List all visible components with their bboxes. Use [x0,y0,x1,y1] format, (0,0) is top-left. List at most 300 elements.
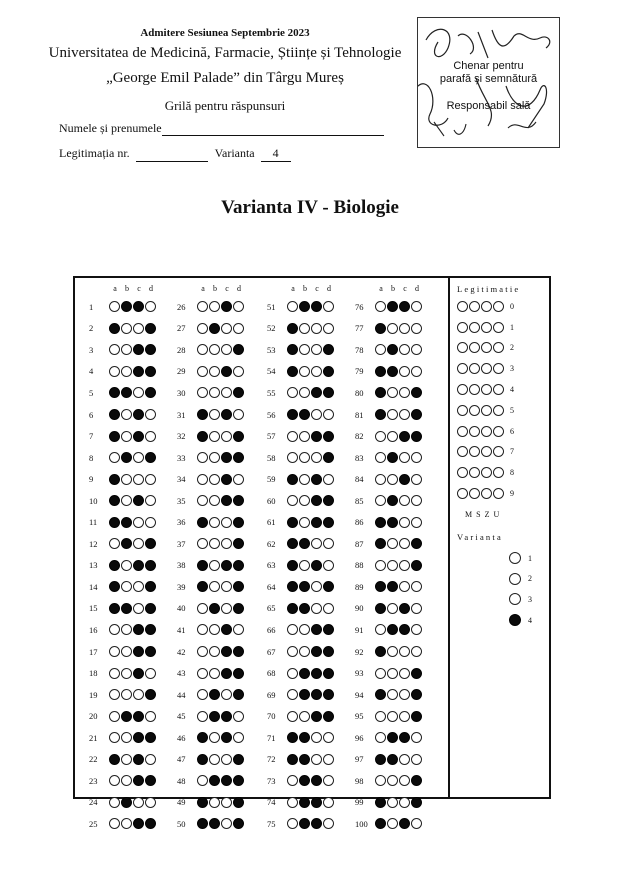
answer-bubble-a[interactable] [197,754,208,765]
answer-bubble-c[interactable] [221,775,232,786]
answer-bubble-a[interactable] [375,301,386,312]
answer-bubble-a[interactable] [375,711,386,722]
answer-bubble-a[interactable] [197,452,208,463]
answer-bubble-c[interactable] [399,474,410,485]
answer-bubble-c[interactable] [399,732,410,743]
answer-bubble-b[interactable] [209,495,220,506]
answer-bubble-c[interactable] [311,387,322,398]
answer-bubble-a[interactable] [109,409,120,420]
answer-bubble-a[interactable] [287,646,298,657]
answer-bubble-c[interactable] [133,387,144,398]
answer-bubble-b[interactable] [121,689,132,700]
id-digit-bubble[interactable] [481,405,492,416]
answer-bubble-b[interactable] [387,775,398,786]
answer-bubble-d[interactable] [145,732,156,743]
answer-bubble-a[interactable] [197,431,208,442]
answer-bubble-c[interactable] [133,409,144,420]
answer-bubble-d[interactable] [411,818,422,829]
answer-bubble-b[interactable] [387,409,398,420]
answer-bubble-c[interactable] [311,301,322,312]
answer-bubble-a[interactable] [375,624,386,635]
answer-bubble-d[interactable] [145,495,156,506]
answer-bubble-a[interactable] [109,323,120,334]
answer-bubble-a[interactable] [375,431,386,442]
answer-bubble-d[interactable] [323,581,334,592]
answer-bubble-d[interactable] [323,646,334,657]
answer-bubble-d[interactable] [411,754,422,765]
answer-bubble-a[interactable] [375,797,386,808]
answer-bubble-d[interactable] [411,323,422,334]
answer-bubble-d[interactable] [233,754,244,765]
answer-bubble-d[interactable] [323,818,334,829]
answer-bubble-a[interactable] [375,517,386,528]
answer-bubble-b[interactable] [121,624,132,635]
answer-bubble-d[interactable] [411,474,422,485]
answer-bubble-d[interactable] [145,668,156,679]
answer-bubble-b[interactable] [387,711,398,722]
answer-bubble-b[interactable] [299,409,310,420]
answer-bubble-b[interactable] [121,818,132,829]
answer-bubble-d[interactable] [323,603,334,614]
id-digit-bubble[interactable] [457,384,468,395]
answer-bubble-c[interactable] [133,603,144,614]
id-digit-bubble[interactable] [481,488,492,499]
answer-bubble-d[interactable] [411,689,422,700]
answer-bubble-d[interactable] [233,344,244,355]
answer-bubble-a[interactable] [197,517,208,528]
answer-bubble-a[interactable] [197,711,208,722]
answer-bubble-c[interactable] [221,560,232,571]
answer-bubble-b[interactable] [387,495,398,506]
answer-bubble-d[interactable] [323,344,334,355]
id-digit-bubble[interactable] [457,322,468,333]
id-digit-bubble[interactable] [457,446,468,457]
answer-bubble-d[interactable] [323,431,334,442]
name-field[interactable] [59,121,384,136]
answer-bubble-a[interactable] [375,474,386,485]
id-digit-bubble[interactable] [469,322,480,333]
id-digit-bubble[interactable] [481,322,492,333]
answer-bubble-a[interactable] [375,775,386,786]
answer-bubble-c[interactable] [399,754,410,765]
answer-bubble-a[interactable] [109,689,120,700]
answer-bubble-b[interactable] [121,581,132,592]
answer-bubble-d[interactable] [323,732,334,743]
answer-bubble-d[interactable] [323,668,334,679]
answer-bubble-a[interactable] [375,323,386,334]
answer-bubble-a[interactable] [109,366,120,377]
answer-bubble-b[interactable] [387,387,398,398]
answer-bubble-d[interactable] [233,668,244,679]
answer-bubble-c[interactable] [133,474,144,485]
answer-bubble-d[interactable] [323,366,334,377]
answer-bubble-c[interactable] [311,538,322,549]
answer-bubble-a[interactable] [287,474,298,485]
answer-bubble-b[interactable] [121,797,132,808]
answer-bubble-a[interactable] [197,775,208,786]
answer-bubble-c[interactable] [399,560,410,571]
answer-bubble-a[interactable] [375,538,386,549]
answer-bubble-a[interactable] [109,452,120,463]
answer-bubble-d[interactable] [145,387,156,398]
id-digit-bubble[interactable] [469,488,480,499]
answer-bubble-b[interactable] [299,732,310,743]
answer-bubble-a[interactable] [109,775,120,786]
answer-bubble-b[interactable] [121,775,132,786]
answer-bubble-a[interactable] [197,366,208,377]
answer-bubble-d[interactable] [145,431,156,442]
answer-bubble-d[interactable] [411,797,422,808]
answer-bubble-b[interactable] [299,775,310,786]
answer-bubble-d[interactable] [323,301,334,312]
answer-bubble-c[interactable] [133,560,144,571]
answer-bubble-c[interactable] [311,624,322,635]
answer-bubble-b[interactable] [299,646,310,657]
answer-bubble-a[interactable] [287,711,298,722]
answer-bubble-c[interactable] [133,732,144,743]
answer-bubble-d[interactable] [233,797,244,808]
answer-bubble-c[interactable] [133,689,144,700]
id-digit-bubble[interactable] [481,467,492,478]
answer-bubble-c[interactable] [399,689,410,700]
answer-bubble-d[interactable] [145,754,156,765]
answer-bubble-d[interactable] [233,603,244,614]
answer-bubble-c[interactable] [221,323,232,334]
answer-bubble-c[interactable] [399,452,410,463]
answer-bubble-b[interactable] [121,387,132,398]
answer-bubble-a[interactable] [197,344,208,355]
answer-bubble-d[interactable] [145,517,156,528]
answer-bubble-c[interactable] [399,668,410,679]
answer-bubble-b[interactable] [387,366,398,377]
id-digit-bubble[interactable] [457,405,468,416]
answer-bubble-a[interactable] [197,387,208,398]
id-digit-bubble[interactable] [469,446,480,457]
id-digit-bubble[interactable] [493,488,504,499]
answer-bubble-b[interactable] [209,538,220,549]
answer-bubble-a[interactable] [109,538,120,549]
id-digit-bubble[interactable] [481,384,492,395]
answer-bubble-c[interactable] [399,818,410,829]
answer-bubble-a[interactable] [287,301,298,312]
answer-bubble-d[interactable] [233,624,244,635]
answer-bubble-c[interactable] [221,495,232,506]
id-digit-bubble[interactable] [493,301,504,312]
answer-bubble-a[interactable] [375,754,386,765]
id-digit-bubble[interactable] [493,405,504,416]
answer-bubble-d[interactable] [411,732,422,743]
varianta-bubble[interactable] [509,614,521,626]
id-digit-bubble[interactable] [493,426,504,437]
answer-bubble-b[interactable] [299,624,310,635]
answer-bubble-a[interactable] [109,668,120,679]
id-digit-bubble[interactable] [457,467,468,478]
varianta-bubble[interactable] [509,573,521,585]
id-digit-bubble[interactable] [493,342,504,353]
answer-bubble-c[interactable] [399,366,410,377]
answer-bubble-d[interactable] [233,818,244,829]
answer-bubble-c[interactable] [133,495,144,506]
id-digit-bubble[interactable] [493,446,504,457]
answer-bubble-d[interactable] [323,474,334,485]
answer-bubble-c[interactable] [311,797,322,808]
answer-bubble-b[interactable] [299,323,310,334]
answer-bubble-c[interactable] [221,409,232,420]
answer-bubble-d[interactable] [411,711,422,722]
id-digit-bubble[interactable] [493,363,504,374]
answer-bubble-a[interactable] [197,538,208,549]
answer-bubble-c[interactable] [399,538,410,549]
id-digit-bubble[interactable] [481,363,492,374]
answer-bubble-a[interactable] [197,603,208,614]
answer-bubble-d[interactable] [145,646,156,657]
answer-bubble-c[interactable] [311,344,322,355]
answer-bubble-b[interactable] [121,409,132,420]
answer-bubble-a[interactable] [109,301,120,312]
id-digit-bubble[interactable] [493,384,504,395]
answer-bubble-c[interactable] [221,474,232,485]
answer-bubble-a[interactable] [375,387,386,398]
answer-bubble-b[interactable] [299,387,310,398]
answer-bubble-b[interactable] [209,581,220,592]
answer-bubble-b[interactable] [209,711,220,722]
answer-bubble-c[interactable] [133,344,144,355]
answer-bubble-a[interactable] [375,344,386,355]
answer-bubble-a[interactable] [375,495,386,506]
answer-bubble-d[interactable] [233,517,244,528]
answer-bubble-d[interactable] [411,668,422,679]
answer-bubble-c[interactable] [133,754,144,765]
answer-bubble-c[interactable] [399,409,410,420]
answer-bubble-c[interactable] [311,711,322,722]
answer-bubble-d[interactable] [145,711,156,722]
answer-bubble-b[interactable] [209,387,220,398]
answer-bubble-b[interactable] [299,301,310,312]
id-digit-bubble[interactable] [457,363,468,374]
answer-bubble-c[interactable] [133,668,144,679]
answer-bubble-a[interactable] [287,732,298,743]
answer-bubble-a[interactable] [375,818,386,829]
answer-bubble-c[interactable] [311,517,322,528]
answer-bubble-b[interactable] [299,689,310,700]
answer-bubble-a[interactable] [375,732,386,743]
answer-bubble-d[interactable] [145,775,156,786]
answer-bubble-a[interactable] [109,495,120,506]
answer-bubble-d[interactable] [145,409,156,420]
id-digit-bubble[interactable] [469,467,480,478]
answer-bubble-a[interactable] [287,797,298,808]
answer-bubble-c[interactable] [133,775,144,786]
answer-bubble-d[interactable] [145,818,156,829]
answer-bubble-d[interactable] [411,344,422,355]
answer-bubble-b[interactable] [209,668,220,679]
answer-bubble-d[interactable] [233,711,244,722]
answer-bubble-d[interactable] [323,409,334,420]
answer-bubble-b[interactable] [209,431,220,442]
answer-bubble-a[interactable] [109,603,120,614]
answer-bubble-c[interactable] [311,603,322,614]
answer-bubble-d[interactable] [145,581,156,592]
answer-bubble-d[interactable] [233,323,244,334]
answer-bubble-c[interactable] [221,797,232,808]
answer-bubble-b[interactable] [387,538,398,549]
answer-bubble-a[interactable] [197,301,208,312]
answer-bubble-d[interactable] [323,517,334,528]
answer-bubble-a[interactable] [197,732,208,743]
answer-bubble-b[interactable] [299,517,310,528]
id-line[interactable] [136,149,208,162]
answer-bubble-c[interactable] [399,624,410,635]
answer-bubble-c[interactable] [221,517,232,528]
varianta-bubble[interactable] [509,593,521,605]
answer-bubble-b[interactable] [299,560,310,571]
id-digit-bubble[interactable] [481,446,492,457]
answer-bubble-a[interactable] [197,646,208,657]
answer-bubble-c[interactable] [221,452,232,463]
answer-bubble-b[interactable] [121,301,132,312]
answer-bubble-d[interactable] [145,689,156,700]
answer-bubble-b[interactable] [387,517,398,528]
answer-bubble-c[interactable] [311,495,322,506]
answer-bubble-d[interactable] [411,409,422,420]
answer-bubble-b[interactable] [299,603,310,614]
answer-bubble-d[interactable] [233,474,244,485]
answer-bubble-b[interactable] [121,452,132,463]
answer-bubble-b[interactable] [299,431,310,442]
answer-bubble-c[interactable] [399,323,410,334]
answer-bubble-a[interactable] [197,581,208,592]
name-line[interactable] [162,123,384,136]
answer-bubble-a[interactable] [197,797,208,808]
id-digit-bubble[interactable] [457,426,468,437]
id-digit-bubble[interactable] [457,342,468,353]
answer-bubble-a[interactable] [287,754,298,765]
answer-bubble-c[interactable] [399,495,410,506]
answer-bubble-a[interactable] [375,452,386,463]
id-digit-bubble[interactable] [469,363,480,374]
answer-bubble-b[interactable] [209,624,220,635]
answer-bubble-c[interactable] [399,344,410,355]
answer-bubble-c[interactable] [399,711,410,722]
answer-bubble-b[interactable] [209,517,220,528]
answer-bubble-a[interactable] [287,538,298,549]
id-digit-bubble[interactable] [481,301,492,312]
answer-bubble-a[interactable] [109,818,120,829]
answer-bubble-d[interactable] [411,301,422,312]
answer-bubble-d[interactable] [233,495,244,506]
answer-bubble-a[interactable] [375,366,386,377]
answer-bubble-b[interactable] [387,560,398,571]
id-digit-bubble[interactable] [457,301,468,312]
answer-bubble-a[interactable] [287,431,298,442]
answer-bubble-c[interactable] [311,581,322,592]
answer-bubble-c[interactable] [399,603,410,614]
answer-bubble-c[interactable] [221,603,232,614]
answer-bubble-d[interactable] [233,431,244,442]
answer-bubble-d[interactable] [323,452,334,463]
answer-bubble-d[interactable] [145,797,156,808]
answer-bubble-c[interactable] [221,387,232,398]
answer-bubble-a[interactable] [287,452,298,463]
answer-bubble-d[interactable] [323,495,334,506]
answer-bubble-b[interactable] [121,603,132,614]
answer-bubble-c[interactable] [311,689,322,700]
answer-bubble-d[interactable] [411,581,422,592]
answer-bubble-a[interactable] [197,474,208,485]
answer-bubble-c[interactable] [221,431,232,442]
answer-bubble-b[interactable] [299,581,310,592]
answer-bubble-c[interactable] [311,818,322,829]
answer-bubble-a[interactable] [287,495,298,506]
answer-bubble-d[interactable] [145,452,156,463]
answer-bubble-c[interactable] [133,581,144,592]
id-digit-bubble[interactable] [469,301,480,312]
answer-bubble-c[interactable] [133,797,144,808]
answer-bubble-c[interactable] [221,366,232,377]
answer-bubble-d[interactable] [323,689,334,700]
answer-bubble-b[interactable] [209,818,220,829]
answer-bubble-b[interactable] [209,301,220,312]
answer-bubble-c[interactable] [221,818,232,829]
answer-bubble-d[interactable] [411,603,422,614]
answer-bubble-b[interactable] [299,538,310,549]
answer-bubble-c[interactable] [311,474,322,485]
answer-bubble-d[interactable] [233,775,244,786]
answer-bubble-d[interactable] [411,560,422,571]
answer-bubble-c[interactable] [133,624,144,635]
answer-bubble-d[interactable] [411,646,422,657]
answer-bubble-c[interactable] [133,301,144,312]
answer-bubble-a[interactable] [287,560,298,571]
answer-bubble-d[interactable] [145,624,156,635]
answer-bubble-b[interactable] [209,474,220,485]
answer-bubble-d[interactable] [411,495,422,506]
answer-bubble-b[interactable] [209,323,220,334]
answer-bubble-a[interactable] [287,581,298,592]
answer-bubble-a[interactable] [287,387,298,398]
answer-bubble-a[interactable] [287,624,298,635]
answer-bubble-d[interactable] [233,560,244,571]
answer-bubble-b[interactable] [299,797,310,808]
answer-bubble-c[interactable] [311,431,322,442]
answer-bubble-d[interactable] [411,366,422,377]
answer-bubble-a[interactable] [109,387,120,398]
answer-bubble-c[interactable] [221,301,232,312]
id-digit-bubble[interactable] [469,426,480,437]
answer-bubble-b[interactable] [209,797,220,808]
answer-bubble-d[interactable] [145,603,156,614]
answer-bubble-d[interactable] [323,560,334,571]
answer-bubble-d[interactable] [145,366,156,377]
answer-bubble-b[interactable] [387,646,398,657]
answer-bubble-d[interactable] [233,538,244,549]
answer-bubble-b[interactable] [209,603,220,614]
answer-bubble-d[interactable] [145,301,156,312]
answer-bubble-c[interactable] [399,646,410,657]
answer-bubble-b[interactable] [121,711,132,722]
answer-bubble-b[interactable] [121,732,132,743]
answer-bubble-a[interactable] [197,624,208,635]
answer-bubble-b[interactable] [387,452,398,463]
answer-bubble-d[interactable] [411,431,422,442]
answer-bubble-c[interactable] [133,517,144,528]
answer-bubble-d[interactable] [323,387,334,398]
answer-bubble-b[interactable] [387,344,398,355]
answer-bubble-d[interactable] [411,517,422,528]
answer-bubble-c[interactable] [133,431,144,442]
answer-bubble-c[interactable] [221,581,232,592]
answer-bubble-c[interactable] [311,323,322,334]
